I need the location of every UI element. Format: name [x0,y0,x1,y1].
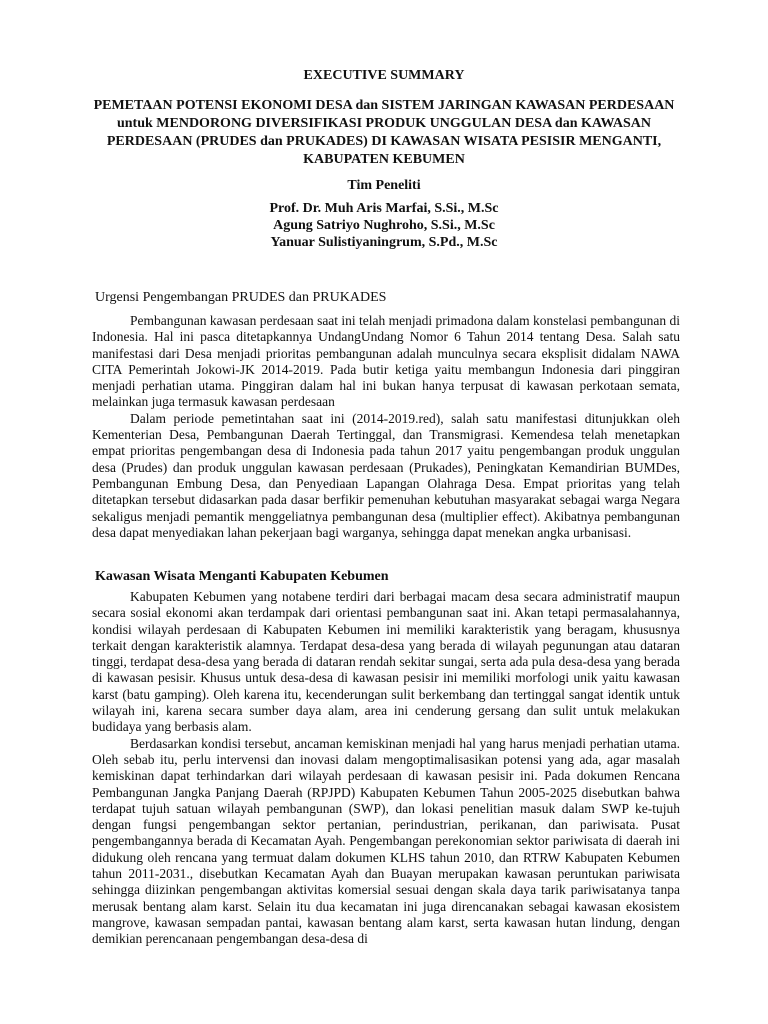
paragraph: Pembangunan kawasan perdesaan saat ini telah menjadi primadona dalam konstelasi pembangunan di Indonesia. Hal ini pasca ditetapkannya UndangUndang Nomor 6 Tahun 2014 tentang Desa. Salah satu manifestasi dari Desa menjadi prioritas pembangunan adalah munculnya secara eksplisit didalam NAWA CITA Pemerintah Jokowi-JK 2014-2019. Pada butir ketiga yaitu membangun Indonesia dari pinggiran menjadi perhatian utama. Pinggiran dalam hal ini bukan hanya terpusat di kawasan perkotaan semata, melainkan juga termasuk kawasan perdesaan [92,313,680,410]
document-subtitle: PEMETAAN POTENSI EKONOMI DESA dan SISTEM JARINGAN KAWASAN PERDESAAN untuk MENDORONG DIVERSIFIKASI PRODUK UNGGULAN DESA dan KAWASAN PERDESAAN (PRUDES dan PRUKADES) DI KAWASAN WISATA PESISIR MENGANTI, KABUPATEN KEBUMEN [93,98,675,167]
section-heading-menganti: Kawasan Wisata Menganti Kabupaten Kebumen [95,569,389,584]
section-body-urgensi [92,313,680,541]
author-name: Yanuar Sulistiyaningrum, S.Pd., M.Sc [270,235,498,250]
author-name: Prof. Dr. Muh Aris Marfai, S.Si., M.Sc [269,201,499,216]
document-title: EXECUTIVE SUMMARY [303,68,465,83]
section-heading-urgensi: Urgensi Pengembangan PRUDES dan PRUKADES [95,290,387,305]
author-list [0,200,768,251]
paragraph: Dalam periode pemetintahan saat ini (2014-2019.red), salah satu manifestasi ditunjukkan oleh Kementerian Desa, Pembangunan Daerah Tertinggal, dan Transmigrasi. Kemendesa telah menetapkan empat prioritas pengembangan desa di Indonesia pada tahun 2017 yaitu pengembangan produk unggulan desa (Prudes) dan produk unggulan kawasan perdesaan (Prukades), Peningkatan Kemandirian BUMDes, Pembangunan Embung Desa, dan Penyediaan Lapangan Olahraga Desa. Empat prioritas yang telah ditetapkan tersebut didasarkan pada dasar berfikir pemenuhan kebutuhan masyarakat sebagai warga Negara sekaligus menjadi pemantik menggeliatnya pembangunan desa (multiplier effect). Akibatnya pembangunan desa dapat menyediakan lahan pekerjaan bagi warganya, sehingga dapat menekan angka urbanisasi. [92,410,680,540]
author-name: Agung Satriyo Nughroho, S.Si., M.Sc [273,218,495,233]
team-heading: Tim Peneliti [347,178,421,193]
section-body-menganti [92,589,680,948]
paragraph: Kabupaten Kebumen yang notabene terdiri dari berbagai macam desa secara administratif maupun secara sosial ekonomi akan terdampak dari orientasi pembangunan saat ini. Akan tetapi permasalahannya, kondisi wilayah perdesaan di Kabupaten Kebumen ini memiliki karakteristik yang beragam, khususnya terkait dengan karakteristik alamnya. Terdapat desa-desa yang berada di wilayah pegunungan atau dataran tinggi, terdapat desa-desa yang berada di dataran rendah sekitar sungai, serta ada pula desa-desa yang berada di kawasan pesisir. Khusus untuk desa-desa di kawasan pesisir ini memiliki morfologi unik yaitu kawasan karst (batu gamping). Oleh karena itu, kecenderungan sulit berkembang dan tertinggal sangat identik untuk wilayah ini, karena secara sumber daya alam, area ini cenderung gersang dan sulit untuk melakukan budidaya yang berbasis alam. [92,589,680,735]
paragraph: Berdasarkan kondisi tersebut, ancaman kemiskinan menjadi hal yang harus menjadi perhatian utama. Oleh sebab itu, perlu intervensi dan inovasi dalam mengoptimalisasikan potensi yang ada, agar masalah kemiskinan dapat terhindarkan dari wilayah perdesaan di kawasan pesisir ini. Pada dokumen Rencana Pembangunan Jangka Panjang Daerah (RPJPD) Kabupaten Kebumen Tahun 2005-2025 disebutkan bahwa terdapat tujuh satuan wilayah pembangunan (SWP), dan lokasi penelitian masuk dalam SWP ke-tujuh dengan fungsi pengembangan sektor pertanian, perindustrian, perikanan, dan pariwisata. Pusat pengembangannya berada di Kecamatan Ayah. Pengembangan perekonomian sektor pariwisata di daerah ini didukung oleh rencana yang termuat dalam dokumen KLHS tahun 2010, dan RTRW Kabupaten Kebumen tahun 2011-2031., disebutkan Kecamatan Ayah dan Buayan merupakan kawasan peruntukan pariwisata sehingga diizinkan pengembangan aktivitas komersial sesuai dengan skala daya tarik pariwisatanya tanpa merusak bentang alam karst. Selain itu dua kecamatan ini juga direncanakan sebagai kawasan ekosistem mangrove, kawasan sempadan pantai, kawasan bentang alam karst, serta kawasan hutan lindung, dengan demikian perencanaan pengembangan desa-desa di [92,735,680,947]
